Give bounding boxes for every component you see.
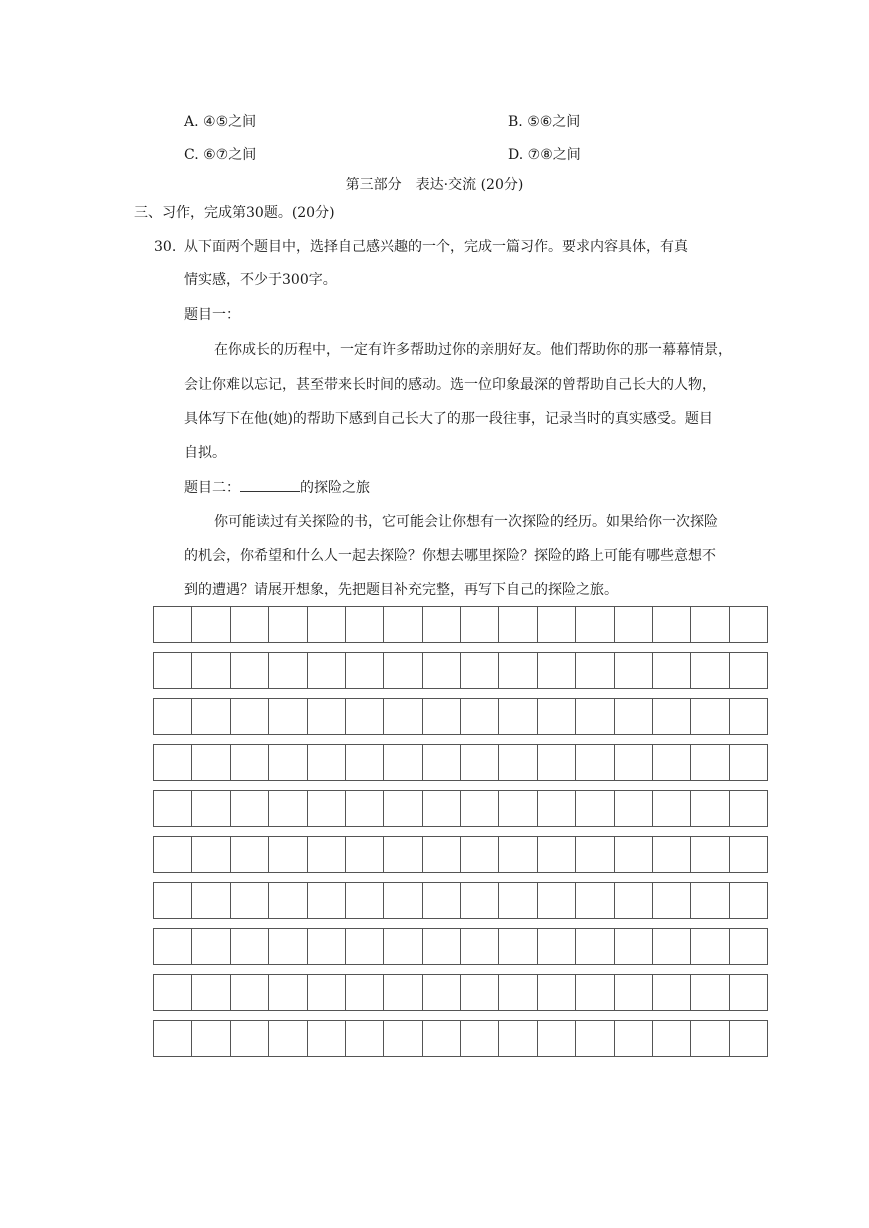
grid-cell[interactable] [231,975,269,1010]
grid-cell[interactable] [423,837,461,872]
grid-cell[interactable] [691,699,729,734]
grid-cell[interactable] [231,883,269,918]
grid-cell[interactable] [499,653,537,688]
grid-cell[interactable] [691,883,729,918]
grid-cell[interactable] [308,699,346,734]
grid-cell[interactable] [576,975,614,1010]
grid-cell[interactable] [730,837,767,872]
grid-cell[interactable] [192,1021,230,1056]
grid-cell[interactable] [269,1021,307,1056]
grid-cell[interactable] [308,929,346,964]
grid-cell[interactable] [538,837,576,872]
grid-cell[interactable] [653,975,691,1010]
grid-cell[interactable] [384,929,422,964]
grid-cell[interactable] [499,791,537,826]
grid-cell[interactable] [346,791,384,826]
grid-cell[interactable] [538,975,576,1010]
grid-cell[interactable] [615,1021,653,1056]
grid-cell[interactable] [538,929,576,964]
grid-cell[interactable] [154,791,192,826]
grid-cell[interactable] [653,607,691,642]
writing-grid [153,606,768,1057]
grid-cell[interactable] [154,745,192,780]
grid-cell[interactable] [461,653,499,688]
question-number: 30. [154,239,177,255]
grid-cell[interactable] [615,745,653,780]
grid-cell[interactable] [192,653,230,688]
grid-row [153,698,768,735]
grid-cell[interactable] [269,607,307,642]
grid-cell[interactable] [730,607,767,642]
grid-cell[interactable] [308,653,346,688]
grid-cell[interactable] [461,1021,499,1056]
grid-cell[interactable] [576,653,614,688]
grid-cell[interactable] [576,791,614,826]
grid-cell[interactable] [499,699,537,734]
grid-row [153,1020,768,1057]
grid-cell[interactable] [653,745,691,780]
grid-cell[interactable] [653,1021,691,1056]
grid-cell[interactable] [423,745,461,780]
grid-cell[interactable] [538,791,576,826]
grid-cell[interactable] [384,883,422,918]
grid-cell[interactable] [154,653,192,688]
grid-row [153,652,768,689]
grid-cell[interactable] [423,975,461,1010]
grid-cell[interactable] [308,607,346,642]
grid-cell[interactable] [269,883,307,918]
grid-cell[interactable] [730,929,767,964]
grid-cell[interactable] [231,837,269,872]
grid-cell[interactable] [308,883,346,918]
grid-cell[interactable] [538,699,576,734]
grid-cell[interactable] [615,837,653,872]
option-text: ⑦⑧之间 [527,147,581,163]
grid-cell[interactable] [653,791,691,826]
grid-cell[interactable] [154,975,192,1010]
option-b [508,112,580,132]
grid-cell[interactable] [653,883,691,918]
grid-cell[interactable] [384,699,422,734]
topic1-line: 会让你难以忘记，甚至带来长时间的感动。选一位印象最深的曾帮助自己长大的人物， [184,377,716,393]
grid-cell[interactable] [384,607,422,642]
grid-cell[interactable] [615,975,653,1010]
grid-cell[interactable] [730,1021,767,1056]
grid-cell[interactable] [499,1021,537,1056]
grid-cell[interactable] [691,745,729,780]
grid-cell[interactable] [461,837,499,872]
grid-cell[interactable] [384,745,422,780]
grid-cell[interactable] [346,745,384,780]
grid-cell[interactable] [192,883,230,918]
grid-cell[interactable] [730,791,767,826]
grid-cell[interactable] [346,607,384,642]
grid-cell[interactable] [653,837,691,872]
grid-cell[interactable] [615,929,653,964]
grid-row [153,882,768,919]
part-title: 第三部分 表达·交流 (20分) [345,177,524,193]
grid-cell[interactable] [154,883,192,918]
grid-cell[interactable] [538,883,576,918]
grid-cell[interactable] [461,883,499,918]
option-a [184,112,256,132]
grid-cell[interactable] [730,975,767,1010]
grid-cell[interactable] [231,791,269,826]
grid-cell[interactable] [154,929,192,964]
grid-cell[interactable] [346,653,384,688]
topic2-title-suffix: 的探险之旅 [300,480,370,496]
grid-cell[interactable] [154,699,192,734]
topic1-label: 题目一： [184,307,240,323]
grid-cell[interactable] [576,1021,614,1056]
grid-cell[interactable] [346,883,384,918]
grid-cell[interactable] [499,883,537,918]
option-letter: D. [508,147,524,163]
grid-cell[interactable] [499,607,537,642]
grid-cell[interactable] [346,929,384,964]
title-blank [240,477,300,492]
option-letter: B. [508,114,523,130]
grid-cell[interactable] [499,929,537,964]
grid-cell[interactable] [154,607,192,642]
grid-cell[interactable] [269,791,307,826]
grid-cell[interactable] [154,837,192,872]
grid-cell[interactable] [384,1021,422,1056]
grid-cell[interactable] [653,653,691,688]
topic2-line: 的机会，你希望和什么人一起去探险？你想去哪里探险？探险的路上可能有哪些意想不 [184,548,716,564]
option-letter: C. [184,147,199,163]
grid-cell[interactable] [269,837,307,872]
grid-cell[interactable] [231,745,269,780]
grid-cell[interactable] [691,653,729,688]
grid-cell[interactable] [615,699,653,734]
grid-cell[interactable] [615,791,653,826]
grid-cell[interactable] [691,791,729,826]
grid-cell[interactable] [538,653,576,688]
grid-cell[interactable] [461,607,499,642]
grid-cell[interactable] [461,791,499,826]
topic2-line: 到的遭遇？请展开想象，先把题目补充完整，再写下自己的探险之旅。 [184,582,618,598]
grid-cell[interactable] [346,1021,384,1056]
grid-cell[interactable] [192,791,230,826]
section-heading: 三、习作，完成第30题。(20分) [134,205,335,221]
grid-cell[interactable] [384,653,422,688]
topic1-line: 具体写下在他(她)的帮助下感到自己长大了的那一段往事，记录当时的真实感受。题目 [184,411,713,427]
grid-cell[interactable] [269,699,307,734]
topic2-line: 你可能读过有关探险的书，它可能会让你想有一次探险的经历。如果给你一次探险 [214,514,718,530]
grid-cell[interactable] [461,699,499,734]
grid-cell[interactable] [231,699,269,734]
grid-row [153,974,768,1011]
grid-cell[interactable] [192,929,230,964]
grid-cell[interactable] [192,607,230,642]
grid-cell[interactable] [615,653,653,688]
grid-cell[interactable] [308,791,346,826]
grid-cell[interactable] [346,975,384,1010]
grid-cell[interactable] [308,975,346,1010]
grid-cell[interactable] [576,883,614,918]
grid-cell[interactable] [423,791,461,826]
grid-cell[interactable] [231,607,269,642]
option-text: ④⑤之间 [203,114,257,130]
grid-cell[interactable] [576,929,614,964]
grid-cell[interactable] [423,929,461,964]
grid-cell[interactable] [499,837,537,872]
option-letter: A. [184,114,199,130]
grid-cell[interactable] [384,975,422,1010]
grid-cell[interactable] [308,1021,346,1056]
grid-cell[interactable] [461,745,499,780]
grid-cell[interactable] [730,883,767,918]
topic1-line: 在你成长的历程中，一定有许多帮助过你的亲朋好友。他们帮助你的那一幕幕情景， [214,342,732,358]
grid-cell[interactable] [691,1021,729,1056]
grid-cell[interactable] [269,745,307,780]
grid-cell[interactable] [615,607,653,642]
grid-row [153,606,768,643]
grid-cell[interactable] [538,745,576,780]
grid-row [153,928,768,965]
grid-cell[interactable] [615,883,653,918]
grid-cell[interactable] [691,607,729,642]
grid-cell[interactable] [308,837,346,872]
grid-cell[interactable] [576,745,614,780]
grid-cell[interactable] [308,745,346,780]
grid-cell[interactable] [231,1021,269,1056]
grid-cell[interactable] [576,699,614,734]
grid-cell[interactable] [461,929,499,964]
grid-row [153,836,768,873]
question-line-1: 从下面两个题目中，选择自己感兴趣的一个，完成一篇习作。要求内容具体，有真 [184,239,688,255]
grid-cell[interactable] [576,837,614,872]
grid-cell[interactable] [730,699,767,734]
grid-cell[interactable] [269,929,307,964]
grid-cell[interactable] [423,1021,461,1056]
topic2-title [184,477,370,498]
grid-cell[interactable] [653,699,691,734]
grid-cell[interactable] [423,653,461,688]
topic2-label: 题目二： [184,480,240,496]
grid-cell[interactable] [192,975,230,1010]
grid-cell[interactable] [461,975,499,1010]
option-c [184,145,256,165]
grid-cell[interactable] [269,975,307,1010]
grid-cell[interactable] [231,929,269,964]
grid-cell[interactable] [499,745,537,780]
grid-cell[interactable] [730,745,767,780]
grid-cell[interactable] [346,699,384,734]
grid-cell[interactable] [691,837,729,872]
grid-cell[interactable] [423,699,461,734]
option-text: ⑥⑦之间 [203,147,257,163]
grid-cell[interactable] [269,653,307,688]
grid-cell[interactable] [384,837,422,872]
grid-cell[interactable] [346,837,384,872]
grid-cell[interactable] [423,883,461,918]
grid-cell[interactable] [691,929,729,964]
grid-row [153,744,768,781]
grid-cell[interactable] [576,607,614,642]
grid-cell[interactable] [423,607,461,642]
topic1-line: 自拟。 [184,445,226,461]
grid-cell[interactable] [653,929,691,964]
question-line-2: 情实感，不少于300字。 [184,272,337,288]
grid-cell[interactable] [538,607,576,642]
grid-cell[interactable] [691,975,729,1010]
option-text: ⑤⑥之间 [527,114,581,130]
grid-cell[interactable] [499,975,537,1010]
grid-row [153,790,768,827]
grid-cell[interactable] [538,1021,576,1056]
grid-cell[interactable] [154,1021,192,1056]
grid-cell[interactable] [384,791,422,826]
grid-cell[interactable] [192,745,230,780]
grid-cell[interactable] [192,699,230,734]
grid-cell[interactable] [192,837,230,872]
grid-cell[interactable] [231,653,269,688]
grid-cell[interactable] [730,653,767,688]
option-d [508,145,581,165]
